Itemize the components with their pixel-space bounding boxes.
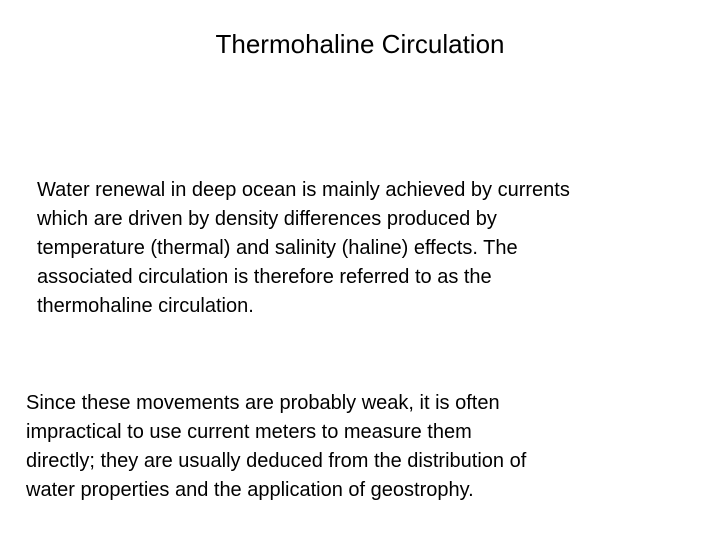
slide-title: Thermohaline Circulation [215, 29, 505, 59]
paragraph-line: associated circulation is therefore referred to as the [37, 266, 492, 288]
paragraph-line: Since these movements are probably weak, it is often [26, 392, 500, 414]
paragraph-line: which are driven by density differences produced by [37, 208, 497, 230]
paragraph-line: water properties and the application of geostrophy. [26, 479, 474, 501]
paragraph-line: thermohaline circulation. [37, 295, 254, 317]
paragraph-movements [26, 389, 526, 505]
paragraph-line: impractical to use current meters to measure them [26, 421, 472, 443]
paragraph-line: directly; they are usually deduced from the distribution of [26, 450, 527, 472]
paragraph-water-renewal [37, 176, 570, 321]
paragraph-line: temperature (thermal) and salinity (haline) effects. The [37, 237, 518, 259]
paragraph-line: Water renewal in deep ocean is mainly achieved by currents [37, 179, 570, 201]
